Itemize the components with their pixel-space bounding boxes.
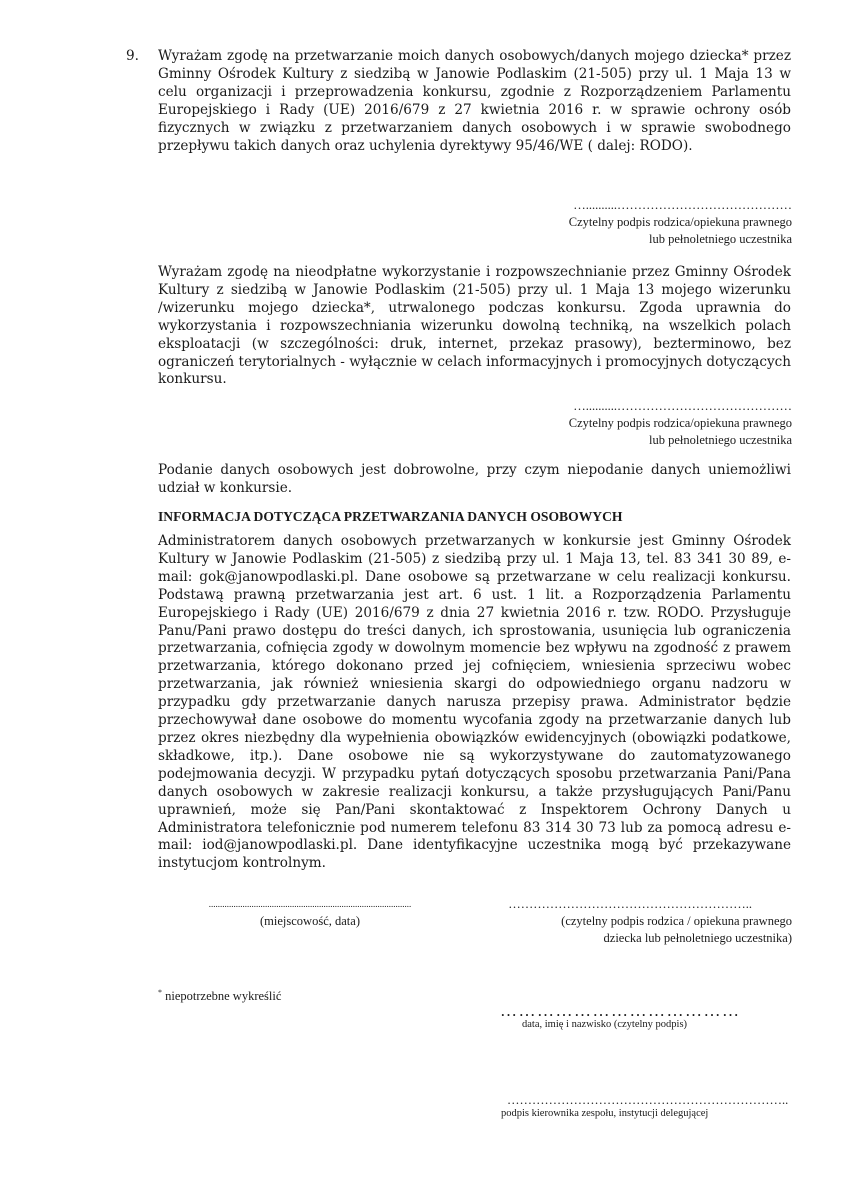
signature-caption-line1: Czytelny podpis rodzica/opiekuna prawnego [568, 215, 792, 229]
head-signature-label: podpis kierownika zespołu, instytucji delegującej [501, 1108, 709, 1119]
footnote [158, 988, 281, 1004]
image-consent-text: Wyrażam zgodę na nieodpłatne wykorzystanie i rozpowszechnianie przez Gminny Ośrodek Kultury z siedzibą w Janowie Podlaskim (21-505) przy ul. 1 Maja 13 mojego wizerunku /wizerunku mojego dziecka*, utrwalonego podczas konkursu. Zgoda uprawnia do wykorzystania i rozpowszechniania wizerunku dowolną techniką, na wszelkich polach eksploatacji (w szczególności: druk, internet, przekaz prasowy), bezterminowo, bez ograniczeń terytorialnych - wyłącznie w celach informacyjnych i promocyjnych dotyczących konkursu. [158, 264, 791, 388]
voluntary-note-block [158, 462, 791, 498]
image-consent-block [158, 264, 791, 389]
date-name-signature-line: ………………………………… [500, 1001, 741, 1020]
signature-caption-line2: lub pełnoletniego uczestnika [648, 232, 792, 246]
footnote-mark: * [158, 988, 162, 997]
date-name-signature-label: data, imię i nazwisko (czytelny podpis) [522, 1019, 688, 1030]
data-processing-consent-text: Wyrażam zgodę na przetwarzanie moich danych osobowych/danych mojego dziecka* przez Gminny Ośrodek Kultury z siedzibą w Janowie Podlaskim (21-505) przy ul. 1 Maja 13 w celu organizacji i przeprowadzenia konkursu, zgodnie z Rozporządzeniem Parlamentu Europejskiego i Rady (UE) 2016/679 z 27 kwietnia 2016 r. w sprawie ochrony osób fizycznych w związku z przetwarzaniem danych osobowych i w sprawie swobodnego przepływu takich danych oraz uchylenia dyrektywy 95/46/WE ( dalej: RODO). [158, 48, 791, 154]
head-signature-block [501, 1093, 789, 1121]
info-heading: INFORMACJA DOTYCZĄCA PRZETWARZANIA DANYCH OSOBOWYCH [158, 509, 623, 524]
place-date-block [160, 896, 460, 930]
signature-line: …..........…………………………………… [573, 399, 792, 413]
signature-block-1 [569, 197, 792, 248]
item-number: 9. [126, 48, 139, 64]
footnote-text: niepotrzebne wykreślić [162, 989, 282, 1004]
parent-signature-line: ………………………………………………….. [508, 897, 752, 911]
parent-signature-block [508, 896, 792, 947]
date-name-signature-block [500, 1001, 741, 1032]
head-signature-line: ………………………………………………………….. [507, 1093, 789, 1107]
signature-block-2 [569, 398, 792, 449]
info-body-block [158, 533, 791, 873]
signature-caption-line2: lub pełnoletniego uczestnika [648, 433, 792, 447]
place-date-label: (miejscowość, data) [260, 914, 360, 928]
voluntary-note-text: Podanie danych osobowych jest dobrowolne, przy czym niepodanie danych uniemożliwi udział w konkursie. [158, 462, 791, 496]
place-date-line: .......................................................................................... [208, 899, 412, 909]
info-body-text: Administratorem danych osobowych przetwarzanych w konkursie jest Gminny Ośrodek Kultury w Janowie Podlaskim (21-505) z siedzibą przy ul. 1 Maja 13, tel. 83 341 30 89, e-mail: gok@janowpodlaski.pl. Dane osobowe są przetwarzane w celu realizacji konkursu. Podstawą prawną przetwarzania jest art. 6 ust. 1 lit. a Rozporządzenia Parlamentu Europejskiego i Rady (UE) 2016/679 z dnia 27 kwietnia 2016 r. tzw. RODO. Przysługuje Panu/Pani prawo dostępu do treści danych, ich sprostowania, usunięcia lub ograniczenia przetwarzania, cofnięcia zgody w dowolnym momencie bez wpływu na zgodność z prawem przetwarzania, którego dokonano przed jej cofnięciem, wniesienia sprzeciwu wobec przetwarzania, jak również wniesienia skargi do odpowiedniego organu nadzoru w przypadku gdy przetwarzanie danych narusza przepisy prawa. Administrator będzie przechowywał dane osobowe do momentu wycofania zgody na przetwarzanie danych lub przez okres niezbędny dla wypełnienia obowiązków ewidencyjnych (obowiązki podatkowe, składkowe, itp.). Dane osobowe nie są wykorzystywane do zautomatyzowanego podejmowania decyzji. W przypadku pytań dotyczących sposobu przetwarzania Pani/Pana danych osobowych w zakresie realizacji konkursu, a także przysługujących Pani/Panu uprawnień, może się Pan/Pani skontaktować z Inspektorem Ochrony Danych u Administratora telefonicznie pod numerem telefonu 83 314 30 73 lub za pomocą adresu e-mail: iod@janowpodlaski.pl. Dane identyfikacyjne uczestnika mogą być przekazywane instytucjom kontrolnym. [158, 533, 791, 872]
signature-line: …..........…………………………………… [573, 198, 792, 212]
signature-caption-line1: Czytelny podpis rodzica/opiekuna prawnego [568, 416, 792, 430]
parent-signature-caption-line2: dziecka lub pełnoletniego uczestnika) [603, 931, 792, 945]
parent-signature-caption-line1: (czytelny podpis rodzica / opiekuna prawnego [561, 914, 792, 928]
